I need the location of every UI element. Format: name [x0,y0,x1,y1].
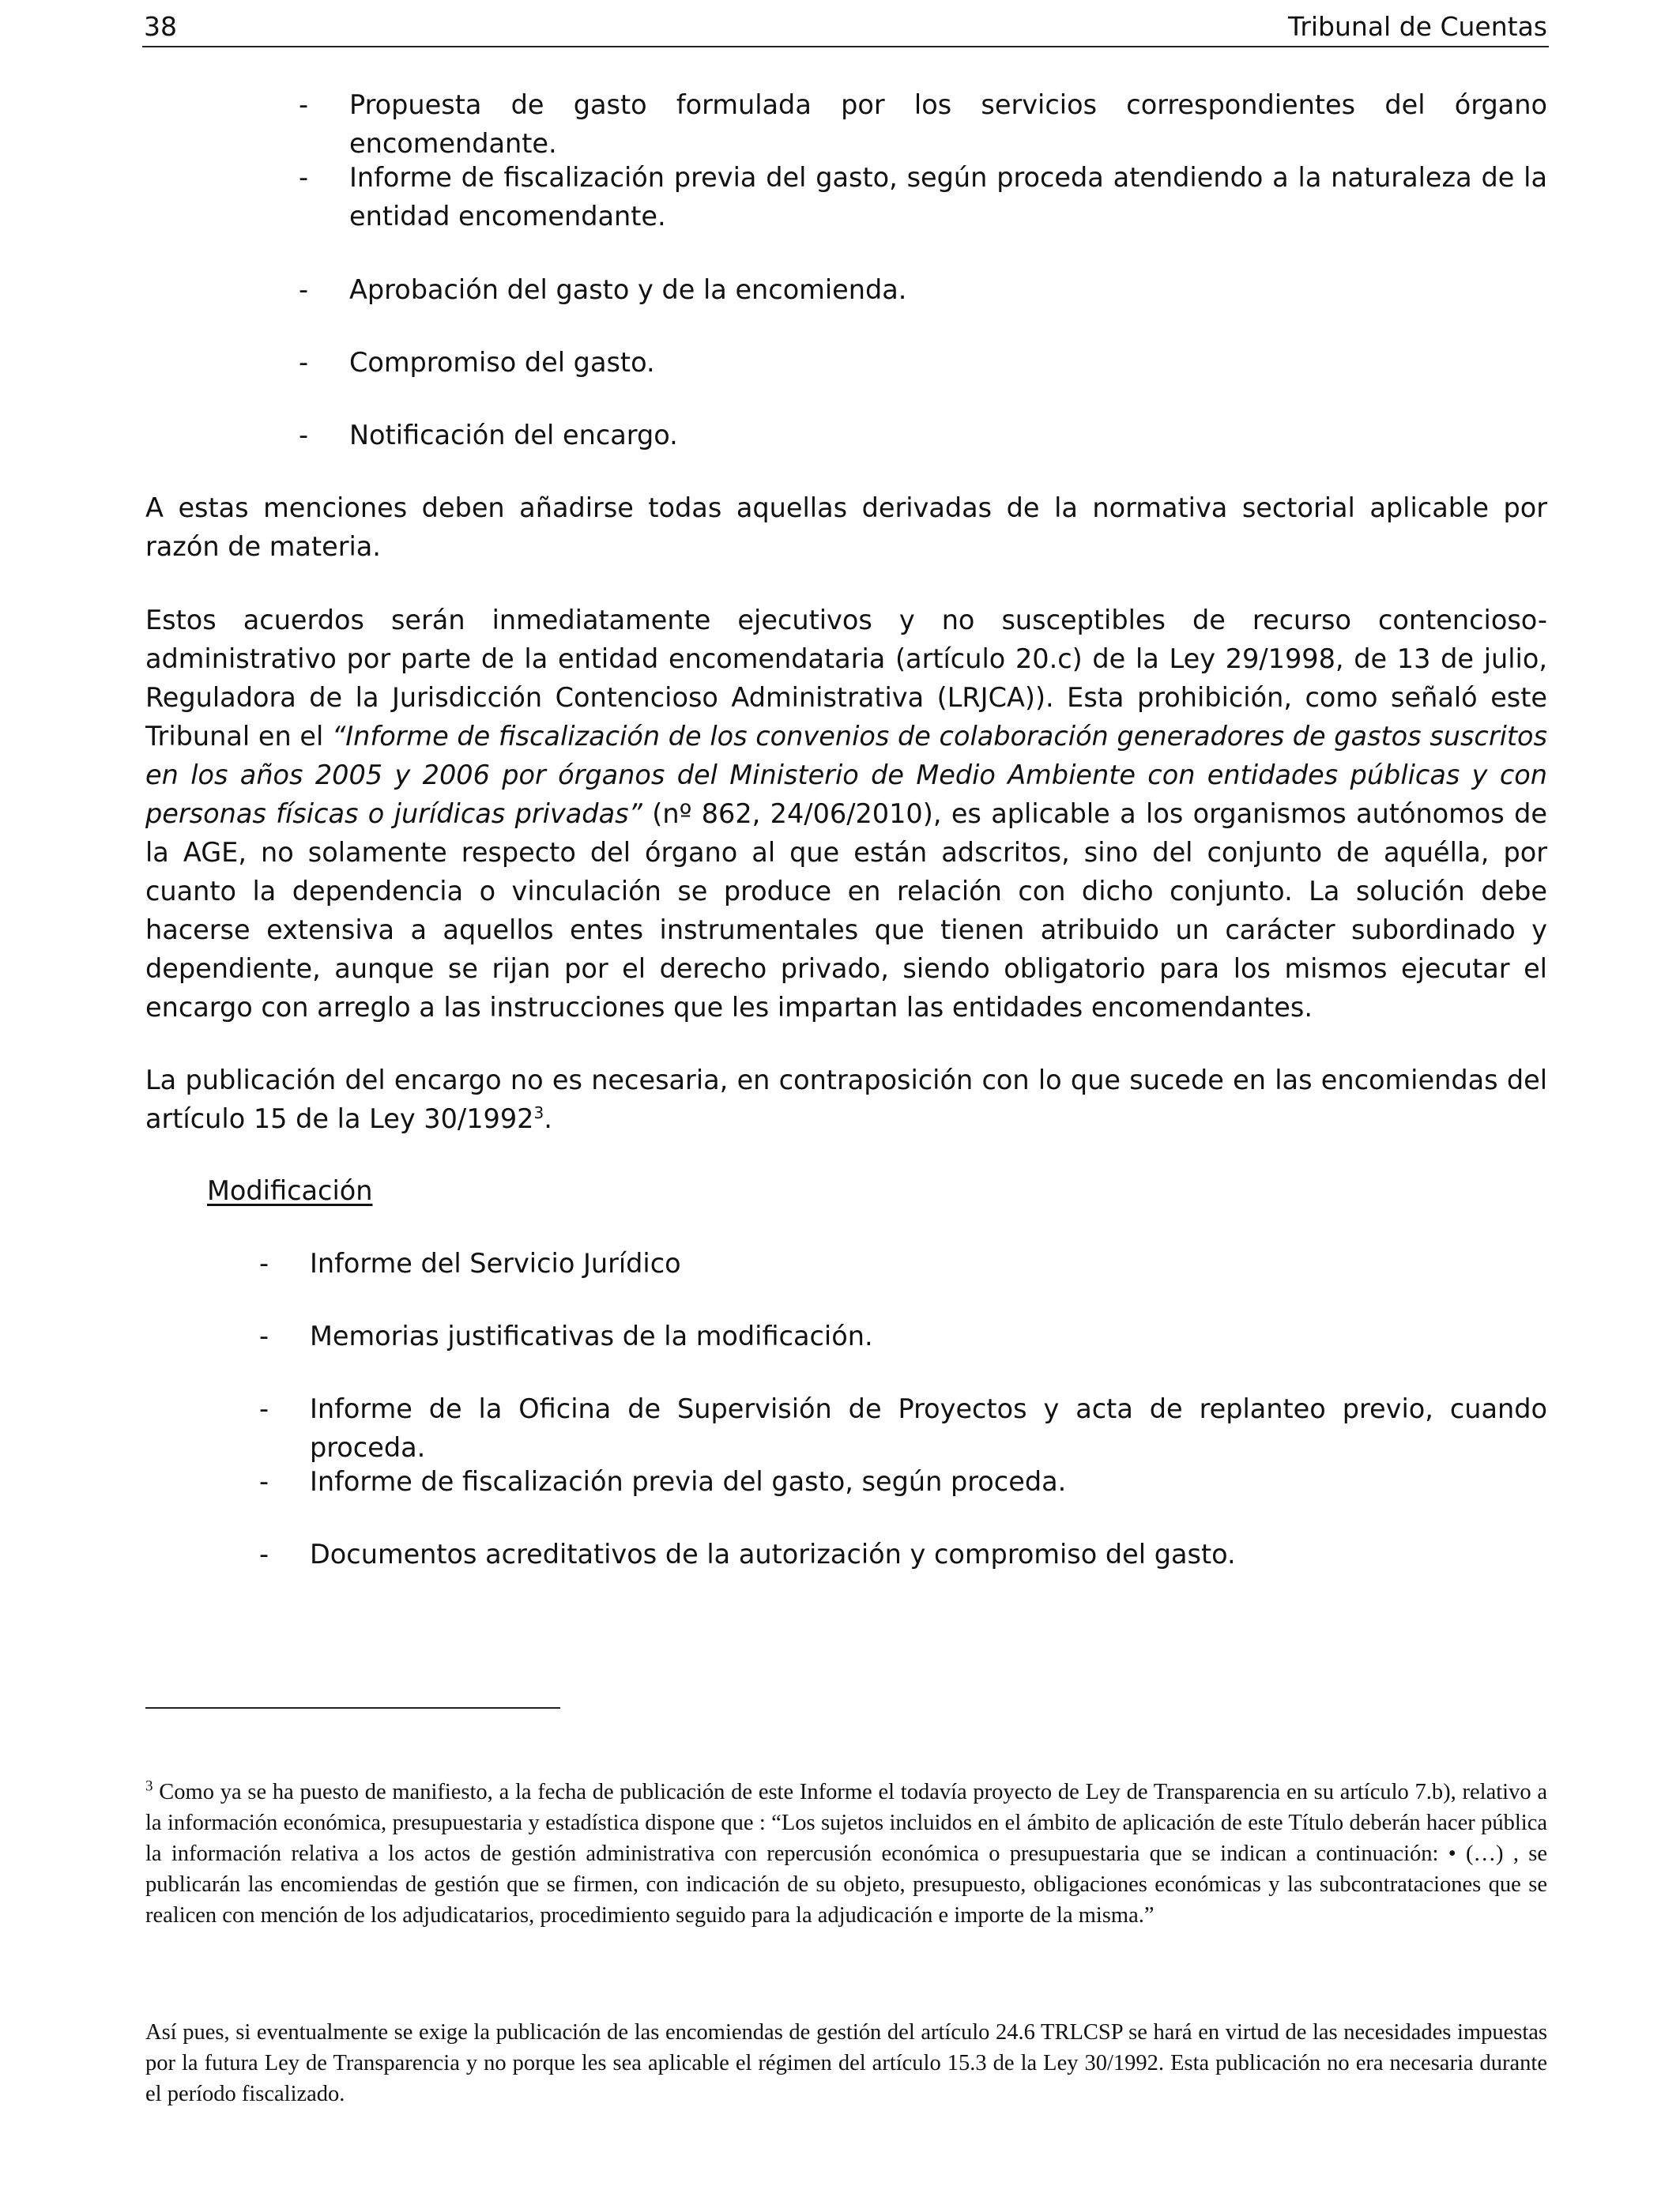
footnote-reference[interactable]: 3 [533,1103,544,1122]
bullet-dash: - [299,420,309,450]
bullet-dash: - [299,347,309,378]
footnote-3-continuation: Así pues, si eventualmente se exige la publicación de las encomiendas de gestión del artículo 24.6 TRLCSP se hará en virtud de las necesidades impuestas por la futura Ley de Transparencia y no porque les sea aplicable el régimen del artículo 15.3 de la Ley 30/1992. Esta publicación no era necesaria durante el período fiscalizado. [145,2020,1547,2106]
report-title-italic: “Informe de fiscalización de los convenios de colaboración generadores de gastos suscritos en los años 2005 y 2006 por órganos del Ministerio de Medio Ambiente con entidades públicas y con personas físicas o jurídicas privadas” [145,721,1547,829]
list-item-text: Compromiso del gasto. [349,347,655,378]
paragraph-text: . [544,1103,552,1134]
list-item-text: Propuesta de gasto formulada por los servicios correspondientes del órgano encomendante. [349,89,1547,159]
paragraph-text: (nº 862, 24/06/2010), es aplicable a los organismos autónomos de la AGE, no solamente respecto del órgano al que están adscritos, sino del conjunto de aquélla, por cuanto la dependencia o vinculación se produce en relación con dicho conjunto. La solución debe hacerse extensiva a aquellos entes instrumentales que tienen atribuido un carácter subordinado y dependiente, aunque se rijan por el derecho privado, siendo obligatorio para los mismos ejecutar el encargo con arreglo a las instrucciones que les impartan las entidades encomendantes. [145,798,1547,1023]
page-header [142,6,1549,47]
list-item-text: Documentos acreditativos de la autorización y compromiso del gasto. [310,1539,1236,1570]
bullet-dash: - [259,1466,269,1497]
list-item-text: Informe del Servicio Jurídico [310,1248,681,1279]
list-item-text: Notificación del encargo. [349,420,678,450]
paragraph-text: Estos acuerdos serán inmediatamente ejecutivos y no susceptibles de recurso contencioso-administrativo por parte de la entidad encomendataria (artículo 20.c) de la Ley 29/1998, de 13 de julio, Reguladora de la Jurisdicción Contencioso Administrativa (LRJCA)). Esta prohibición, como señaló este Tribunal en el [145,605,1547,752]
list-item-text: Aprobación del gasto y de la encomienda. [349,274,907,305]
page-number: 38 [144,11,177,42]
bullet-dash: - [299,162,309,193]
bullet-dash: - [259,1539,269,1570]
list-item-text: Informe de fiscalización previa del gasto, según proceda atendiendo a la naturaleza de la entidad encomendante. [349,162,1547,232]
bullet-dash: - [259,1248,269,1279]
list-item-text: Memorias justificativas de la modificación. [310,1321,873,1351]
header-title: Tribunal de Cuentas [1288,11,1547,42]
footnote-number: 3 [145,1777,153,1795]
bullet-dash: - [259,1393,269,1424]
paragraph-publicacion [145,1061,1547,1138]
bullet-dash: - [259,1321,269,1351]
paragraph-text: La publicación del encargo no es necesaria, en contraposición con lo que sucede en las encomiendas del artículo 15 de la Ley 30/1992 [145,1065,1547,1134]
list-item-text: Informe de fiscalización previa del gasto, según proceda. [310,1466,1067,1497]
footnote-separator [145,1707,560,1709]
section-heading-modificacion: Modificación [207,1175,373,1206]
footnote-3 [145,1777,1547,1931]
footnote-text: Como ya se ha puesto de manifiesto, a la fecha de publicación de este Informe el todavía proyecto de Ley de Transparencia en su artículo 7.b), relativo a la información económica, presupuestaria y estadística dispone que : “Los sujetos incluidos en el ámbito de aplicación de este Título deberán hacer pública la información relativa a los actos de gestión administrativa con repercusión económica o presupuestaria que se indican a continuación: • (…) , se publicarán las encomiendas de gestión que se firmen, con indicación de su objeto, presupuesto, obligaciones económicas y las subcontrataciones que se realicen con mención de los adjudicatarios, procedimiento seguido para la adjudicación e importe de la misma.” [145,1780,1547,1928]
list-item-text: Informe de la Oficina de Supervisión de Proyectos y acta de replanteo previo, cuando proceda. [310,1393,1547,1463]
bullet-dash: - [299,89,309,120]
paragraph-acuerdos [145,601,1547,1027]
paragraph-menciones: A estas menciones deben añadirse todas aquellas derivadas de la normativa sectorial aplicable por razón de materia. [145,492,1547,562]
bullet-dash: - [299,274,309,305]
